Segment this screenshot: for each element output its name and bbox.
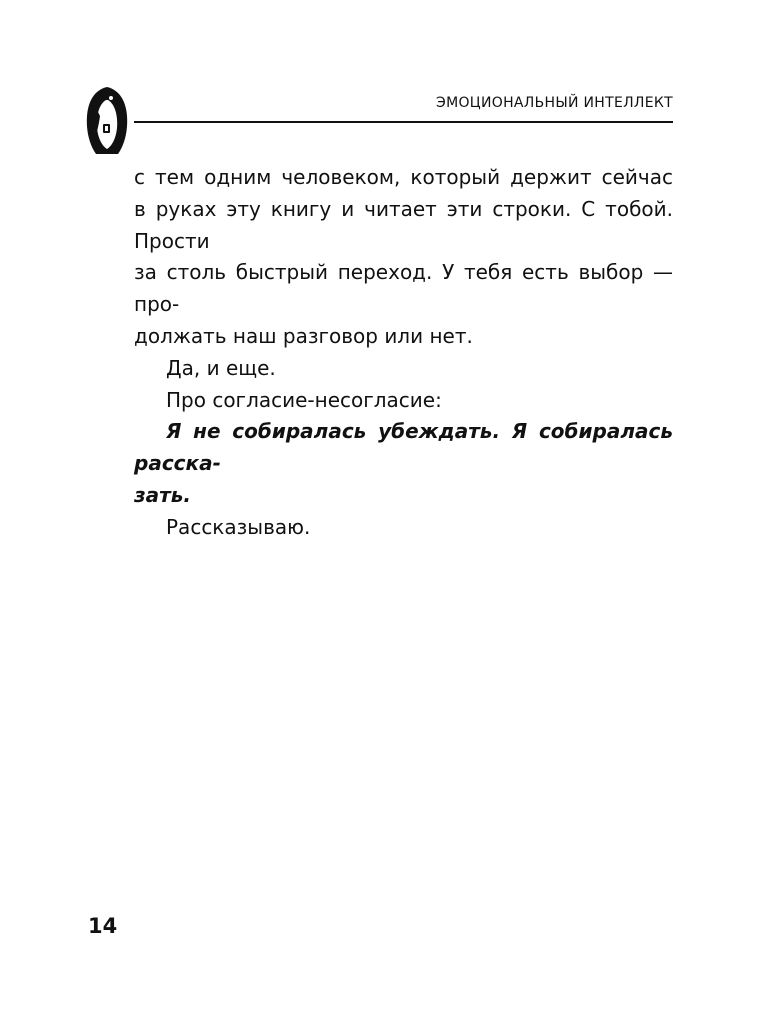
penguin-icon [84,86,130,156]
text-line: зать. [134,482,191,507]
page-number: 14 [88,914,118,938]
paragraph: Про согласие-несогласие: [166,387,442,412]
paragraph-continued [134,162,673,353]
text-line: Я не собиралась убеждать. Я собиралась расска- [134,419,673,476]
emphasized-paragraph [134,416,673,511]
header-rule [134,121,673,123]
paragraph: Рассказываю. [166,514,311,539]
text-line: должать наш разговор или нет. [134,323,473,348]
text-line: с тем одним человеком, который держит сейчас [134,165,673,189]
text-line: в руках эту книгу и читает эти строки. С тобой. Прости [134,196,673,253]
running-head: ЭМОЦИОНАЛЬНЫЙ ИНТЕЛЛЕКТ [436,95,673,111]
body-text [134,162,673,544]
text-line: за столь быстрый переход. У тебя есть выбор — про- [134,260,673,317]
paragraph: Да, и еще. [166,355,276,380]
